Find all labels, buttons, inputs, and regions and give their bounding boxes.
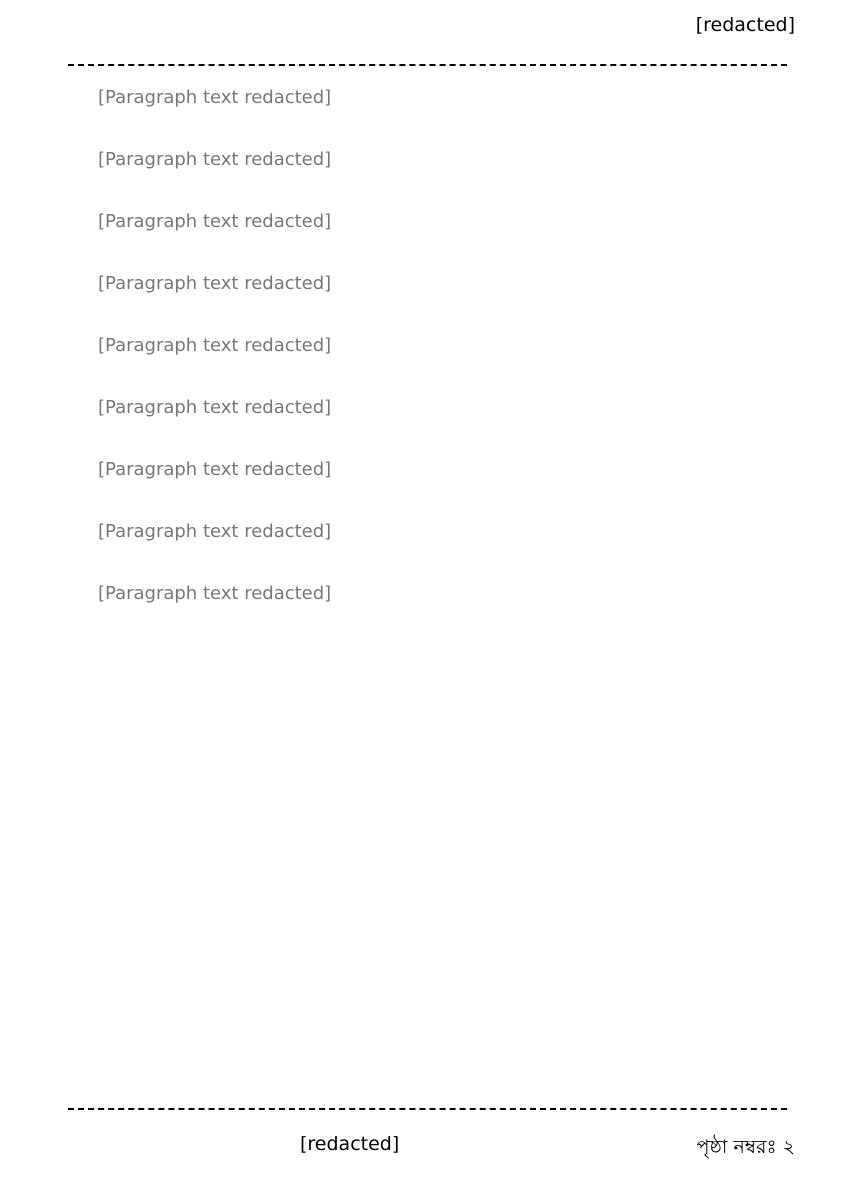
paragraph: [Paragraph text redacted] <box>98 397 332 418</box>
paragraph: [Paragraph text redacted] <box>98 583 332 604</box>
paragraph: [Paragraph text redacted] <box>98 211 332 232</box>
footer-divider <box>68 1108 787 1110</box>
paragraph: [Paragraph text redacted] <box>98 521 332 542</box>
header-divider <box>68 64 787 66</box>
footer-title: [redacted] <box>300 1133 400 1155</box>
paragraph: [Paragraph text redacted] <box>98 87 332 108</box>
document-body <box>50 82 797 640</box>
paragraph: [Paragraph text redacted] <box>98 459 332 480</box>
paragraph: [Paragraph text redacted] <box>98 335 332 356</box>
page-number: পৃষ্ঠা নম্বরঃ ২ <box>696 1136 795 1158</box>
paragraph: [Paragraph text redacted] <box>98 149 332 170</box>
paragraph: [Paragraph text redacted] <box>98 273 332 294</box>
page-header-credit: [redacted] <box>695 14 795 36</box>
